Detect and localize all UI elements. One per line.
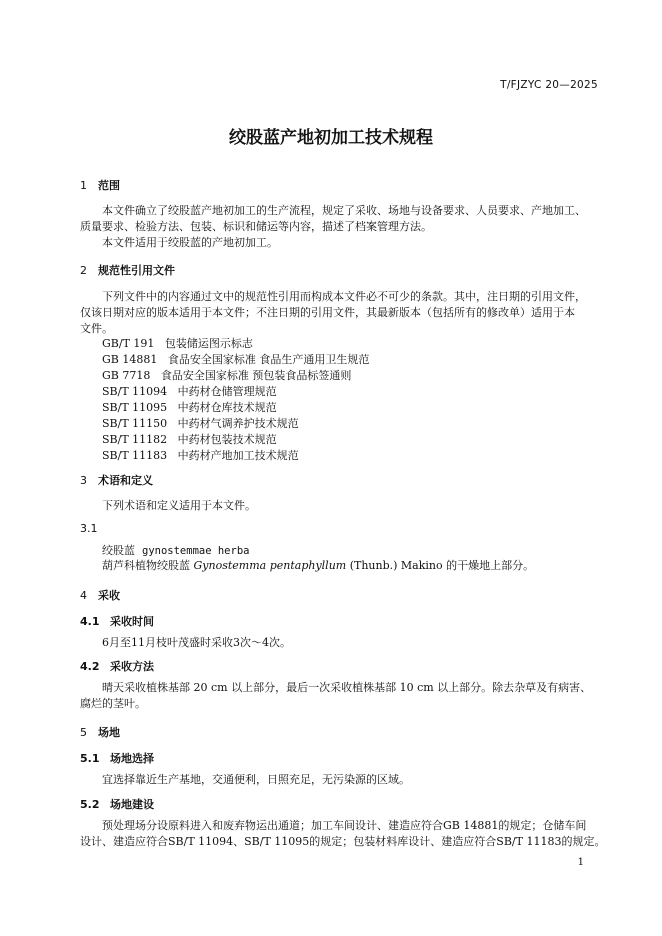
reference-item: SB/T 11150 中药材气调养护技术规范 [102, 417, 299, 430]
section-1-heading [80, 177, 120, 193]
clause-5-1-heading: 5.1 场地选择 [80, 752, 154, 765]
latin-name: Gynostemma pentaphyllum [193, 559, 347, 572]
reference-item: SB/T 11094 中药材仓储管理规范 [102, 385, 277, 398]
term-entry [102, 543, 249, 559]
section-title: 规范性引用文件 [98, 264, 175, 277]
reference-item: SB/T 11183 中药材产地加工技术规范 [102, 449, 299, 462]
sec1-para1-line2: 质量要求、检验方法、包装、标识和储运等内容，描述了档案管理方法。 [80, 220, 432, 233]
section-title: 场地 [98, 726, 120, 739]
sec3-intro: 下列术语和定义适用于本文件。 [102, 499, 256, 512]
section-number: 3 [80, 474, 87, 487]
sec2-intro-line1: 下列文件中的内容通过文中的规范性引用而构成本文件必不可少的条款。其中，注日期的引用文件， [102, 290, 586, 303]
term-definition: 葫芦科植物绞股蓝 Gynostemma pentaphyllum (Thunb.) Makino 的干燥地上部分。 [102, 559, 535, 572]
sec2-intro-line2: 仅该日期对应的版本适用于本文件；不注日期的引用文件，其最新版本（包括所有的修改单）适用于本 [80, 306, 575, 319]
sec1-para2: 本文件适用于绞股蓝的产地初加工。 [102, 236, 278, 249]
section-number: 4 [80, 589, 87, 602]
reference-item: SB/T 11095 中药材仓库技术规范 [102, 401, 277, 414]
sec2-intro-line3: 文件。 [80, 322, 113, 335]
section-3-heading [80, 472, 153, 488]
clause-4-1-text: 6月至11月枝叶茂盛时采收3次～4次。 [102, 636, 291, 649]
section-title: 范围 [98, 179, 120, 192]
clause-4-2-heading: 4.2 采收方法 [80, 660, 154, 673]
section-number: 2 [80, 264, 87, 277]
clause-4-1-heading: 4.1 采收时间 [80, 615, 154, 628]
reference-list [102, 336, 369, 464]
reference-item: SB/T 11182 中药材包装技术规范 [102, 433, 277, 446]
clause-5-2-line2: 设计、建造应符合SB/T 11094、SB/T 11095的规定；包装材料库设计、建造应符合SB/T 11183的规定。 [80, 835, 606, 848]
section-5-heading [80, 724, 120, 740]
clause-5-2-line1: 预处理场分设原料进入和废弃物运出通道；加工车间设计、建造应符合GB 14881的规定；仓储车间 [102, 819, 587, 832]
section-title: 术语和定义 [98, 474, 153, 487]
section-title: 采收 [98, 589, 120, 602]
term-english: gynostemmae herba [142, 545, 250, 557]
page-title: 绞股蓝产地初加工技术规程 [229, 128, 433, 148]
clause-4-2-line2: 腐烂的茎叶。 [80, 697, 146, 710]
section-4-heading [80, 587, 120, 603]
clause-5-1-text: 宜选择靠近生产基地，交通便利，日照充足，无污染源的区域。 [102, 773, 410, 786]
sec1-para1-line1: 本文件确立了绞股蓝产地初加工的生产流程，规定了采收、场地与设备要求、人员要求、产地加工、 [102, 204, 586, 217]
standard-code: T/FJZYC 20—2025 [500, 79, 598, 91]
clause-5-2-heading: 5.2 场地建设 [80, 798, 154, 811]
clause-4-2-line1: 晴天采收植株基部 20 cm 以上部分，最后一次采收植株基部 10 cm 以上部分。除去杂草及有病害、 [102, 681, 592, 694]
reference-item: GB 14881 食品安全国家标准 食品生产通用卫生规范 [102, 353, 370, 366]
page-number: 1 [577, 857, 584, 868]
clause-3-1-number: 3.1 [80, 522, 98, 535]
section-number: 5 [80, 726, 87, 739]
reference-item: GB 7718 食品安全国家标准 预包装食品标签通则 [102, 369, 352, 382]
section-number: 1 [80, 179, 87, 192]
term-chinese: 绞股蓝 [102, 544, 135, 557]
section-2-heading [80, 262, 175, 278]
reference-item: GB/T 191 包装储运图示标志 [102, 337, 253, 350]
